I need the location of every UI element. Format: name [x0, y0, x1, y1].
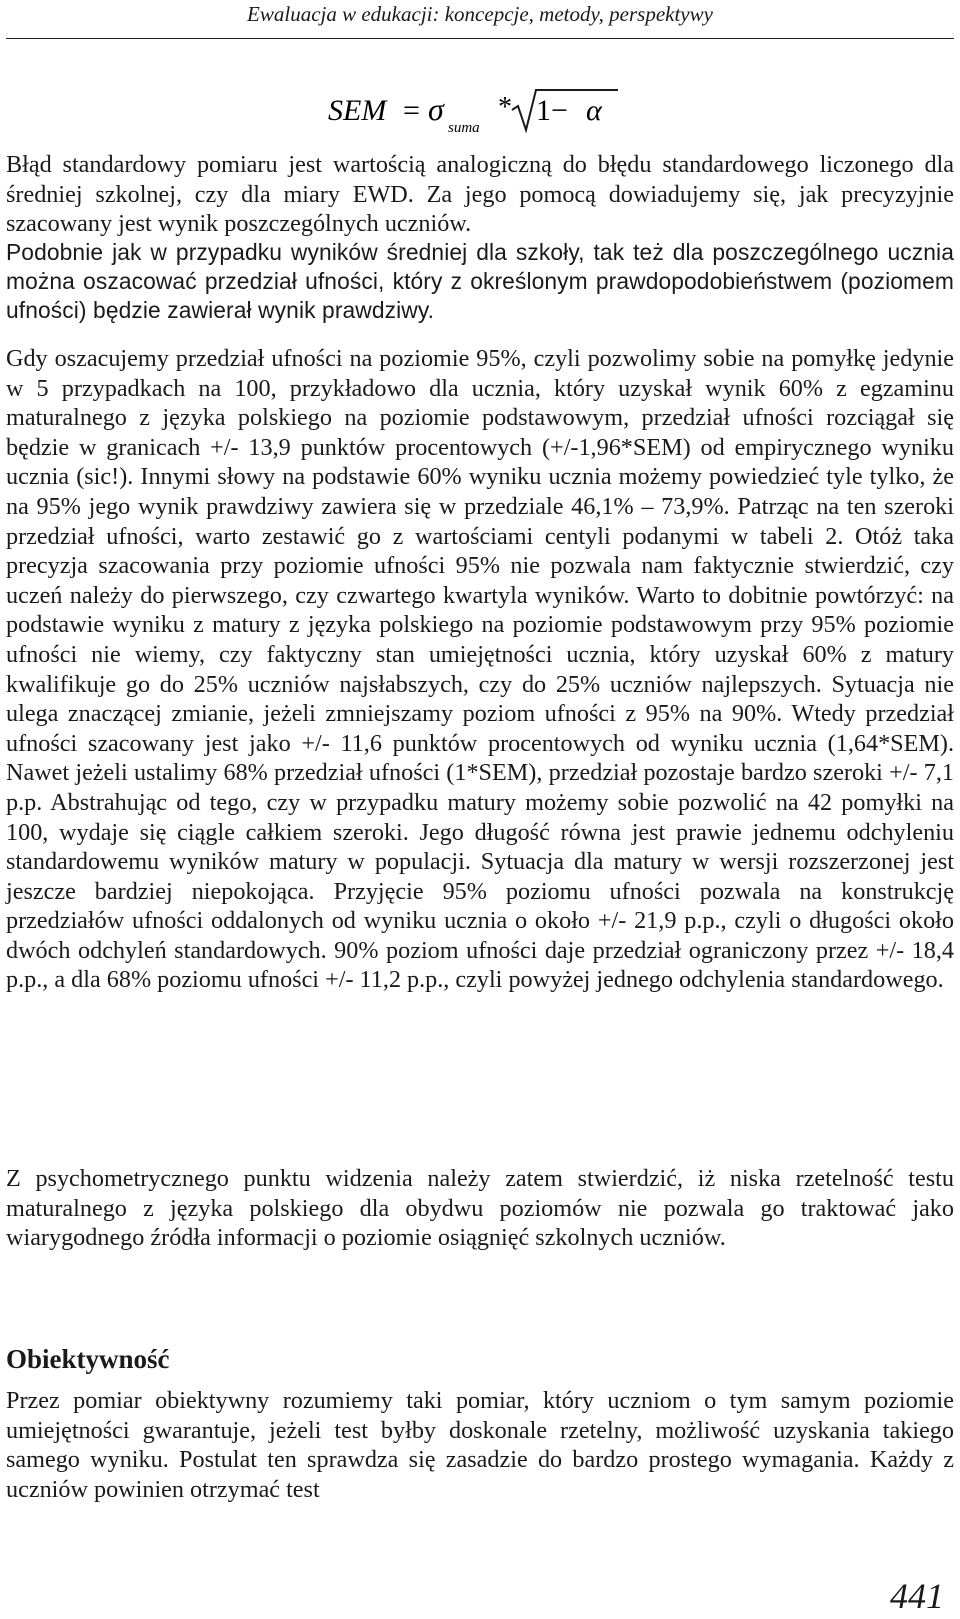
formula-alpha: α: [586, 94, 602, 127]
para-example: [6, 344, 954, 995]
para-conclusion: [6, 1164, 954, 1253]
paragraph: Przez pomiar obiektywny rozumiemy taki pomiar, który uczniom o tym samym poziomie umiejętności gwarantuje, jeżeli test byłby doskonale rzetelny, możliwość uzyskania takiego samego wyniku. Postulat ten sprawdza się zasadzie do bardzo prostego wymagania. Każdy z uczniów powinien otrzymać test: [6, 1387, 954, 1503]
formula-one-minus: 1−: [536, 94, 568, 127]
formula-sigma: σ: [428, 91, 444, 127]
header-rule: [6, 38, 954, 39]
sem-formula: [328, 84, 658, 144]
paragraph: Z psychometrycznego punktu widzenia należy zatem stwierdzić, iż niska rzetelność testu maturalnego z języka polskiego dla obydwu poziomów nie pozwala go traktować jako wiarygodnego źródła informacji o poziomie osiągnięć szkolnych uczniów.: [6, 1165, 954, 1252]
paragraph: Gdy oszacujemy przedział ufności na poziomie 95%, czyli pozwolimy sobie na pomyłkę jedynie w 5 przypadkach na 100, przykładowo dla ucznia, który uzyskał wynik 60% z egzaminu maturalnego z języka polskiego na poziomie podstawowym, przedział ufności rozciągał się będzie w granicach +/- 13,9 punktów procentowych (+/-1,96*SEM) od empirycznego wyniku ucznia (sic!). Innymi słowy na podstawie 60% wyniku ucznia możemy powiedzieć tyle tylko, że na 95% jego wynik prawdziwy zawiera się w przedziale 46,1% – 73,9%. Patrząc na ten szeroki przedział ufności, warto zestawić go z wartościami centyli podanymi w tabeli 2. Otóż taka precyzja szacowania przy poziomie ufności 95% nie pozwala nam faktycznie stwierdzić, czy uczeń należy do pierwszego, czy czwartego kwartyla wyników. Warto to dobitnie powtórzyć: na podstawie wyniku z matury z języka polskiego na poziomie podstawowym przy 95% poziomie ufności nie wiemy, czy faktyczny stan umiejętności ucznia, który uzyskał 60% z matury kwalifikuje go do 25% uczniów najsłabszych, czy do 25% uczniów najlepszych. Sytuacja nie ulega znaczącej zmianie, jeżeli zmniejszamy poziom ufności z 95% na 90%. Wtedy przedział ufności szacowany jest jako +/- 11,6 punktów procentowych od wyniku ucznia (1,64*SEM). Nawet jeżeli ustalimy 68% przedział ufności (1*SEM), przedział pozostaje bardzo szeroki +/- 7,1 p.p. Abstrahując od tego, czy w przypadku matury możemy sobie pozwolić na 42 pomyłki na 100, wydaje się ciągle całkiem szeroki. Jego długość równa jest prawie jednemu odchyleniu standardowemu wyników matury w populacji. Sytuacja dla matury w wersji rozszerzonej jest jeszcze bardziej niepokojąca. Przyjęcie 95% poziomu ufności pozwala na konstrukcję przedziałów ufności oddalonych od wyniku ucznia o około +/- 21,9 p.p., czyli o długości około dwóch odchyleń standardowych. 90% poziom ufności daje przedział ograniczony przez +/- 18,4 p.p., a dla 68% poziomu ufności +/- 11,2 p.p., czyli powyżej jednego odchylenia standardowego.: [6, 345, 954, 994]
formula-equals: =: [403, 94, 420, 127]
paragraph: Błąd standardowy pomiaru jest wartością analogiczną do błędu standardowego liczonego dla średniej szkolnej, czy dla miary EWD. Za jego pomocą dowiadujemy się, jak precyzyjnie szacowany jest wynik poszczególnych uczniów.: [6, 151, 954, 238]
formula-multiply: *: [498, 92, 512, 123]
running-header: Ewaluacja w edukacji: koncepcje, metody, perspektywy: [247, 2, 713, 26]
page-number: 441: [890, 1576, 944, 1616]
formula-lhs: SEM: [328, 94, 387, 127]
para-objectivity: [6, 1386, 954, 1504]
para-confidence-interval: [6, 238, 954, 326]
para-sem-intro: [6, 150, 954, 239]
section-heading: Obiektywność: [6, 1344, 170, 1374]
paragraph: Podobnie jak w przypadku wyników średniej dla szkoły, tak też dla poszczególnego ucznia można oszacować przedział ufności, który z określonym prawdopodobieństwem (poziomem ufności) będzie zawierał wynik prawdziwy.: [6, 239, 954, 324]
formula-subscript: suma: [448, 120, 480, 136]
